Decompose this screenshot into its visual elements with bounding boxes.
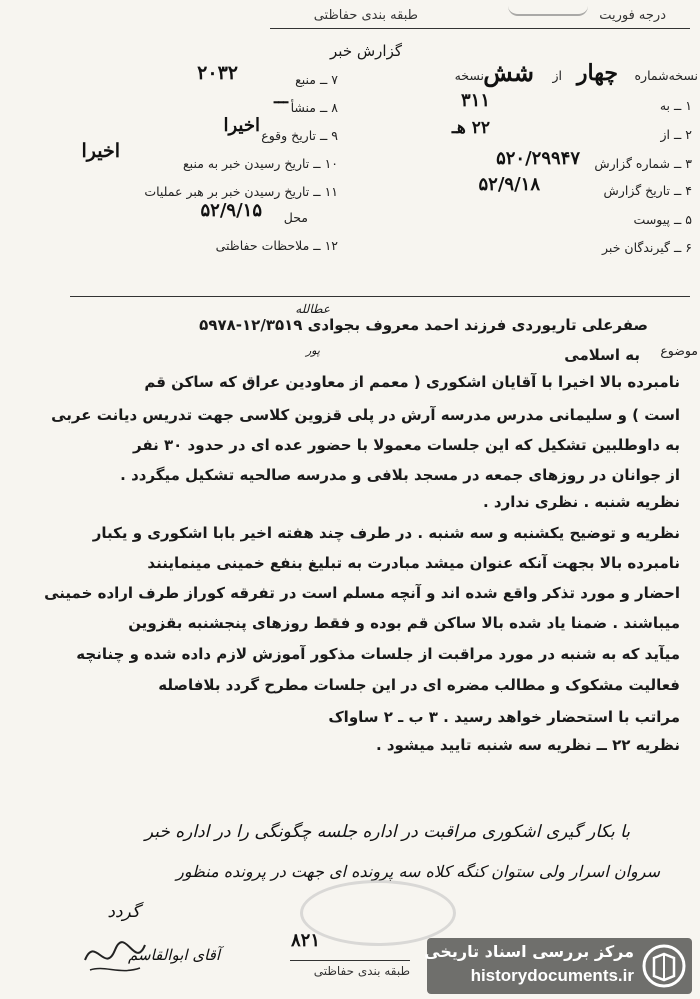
priority-label: درجه فوریت xyxy=(599,8,666,23)
watermark-url: historydocuments.ir xyxy=(470,966,634,985)
footer-classification: طبقه بندی حفاظتی xyxy=(313,964,410,978)
field-to-value: ۳۱۱ xyxy=(460,90,490,111)
subject-label: موضوع xyxy=(660,343,698,358)
body-line: احضار و مورد تذکر واقع شده اند و آنچه مسلم است در تفرقه کوراز طرف اراده خمینی xyxy=(44,584,680,602)
copy-total-written: شش xyxy=(483,58,534,87)
footer-divider xyxy=(290,960,410,961)
subject-line1: صفرعلی تاریوردی فرزند احمد معروف بجوادی ۱۲/۳۵۱۹-۵۹۷۸ xyxy=(199,316,648,334)
signature: آقای ابوالقاسم xyxy=(128,946,220,964)
field-source-value: ۲۰۳۲ xyxy=(197,62,238,84)
priority-stamp xyxy=(508,0,588,16)
field-source-receipt-date-value: اخیرا xyxy=(81,140,120,162)
copy-from-label: از xyxy=(552,68,562,83)
report-title: گزارش خبر xyxy=(330,42,402,60)
top-divider xyxy=(270,28,690,29)
stamp-number: ۸۲۱ xyxy=(290,930,320,951)
handwritten-note: گردد xyxy=(107,902,140,922)
copy-suffix: نسخه xyxy=(454,68,484,83)
field-from-label: ۲ ــ از xyxy=(660,127,692,142)
header-divider xyxy=(70,296,690,297)
field-recipients-label: ۶ ــ گیرندگان خبر xyxy=(602,240,692,255)
subject-insert-below: پور xyxy=(305,344,320,357)
field-attachment-label: ۵ ــ پیوست xyxy=(633,212,692,227)
body-line: مراتب با استحضار خواهد رسید . ۳ ب ـ ۲ ساواک xyxy=(328,708,680,726)
body-line: میآید که به شنبه در مورد مراقبت از جلسات مذکور آموزش لازم داده شده و چنانچه xyxy=(76,645,680,663)
field-report-date-value: ۵۲/۹/۱۸ xyxy=(478,174,540,195)
body-line: نامبرده بالا اخیرا با آقایان اشکوری ( معمم از معاودین عراق که ساکن قم xyxy=(144,373,680,391)
field-place-label: محل xyxy=(283,210,308,225)
copy-number-written: چهار xyxy=(576,60,618,86)
handwritten-note: سروان اسرار ولی ستوان کنگه کلاه سه پرونده ای جهت در پرونده منظور xyxy=(176,862,660,881)
field-report-number-label: ۳ ــ شماره گزارش xyxy=(594,156,692,171)
signature-scribble-icon xyxy=(80,930,150,980)
field-origin-value: ـــ xyxy=(273,88,288,107)
body-line: نظریه و توضیح یکشنبه و سه شنبه . در طرف چند هفته اخیر بابا اشکوری و یکبار xyxy=(92,524,680,542)
copy-number-label: نسخه‌شماره xyxy=(634,68,698,83)
field-occurrence-date-value: اخیرا xyxy=(223,115,260,136)
field-ops-receipt-date-label: ۱۱ ــ تاریخ رسیدن خبر بر هبر عملیات xyxy=(144,184,338,199)
handwritten-note: با بکار گیری اشکوری مراقبت در اداره جلسه چگونگی را در اداره خبر xyxy=(144,822,630,842)
field-origin-label: ۸ ــ منشأ xyxy=(290,100,338,115)
body-line: نامبرده بالا بجهت آنکه عنوان میشد مبادرت به تبلیغ بنفع خمینی مینماینند xyxy=(147,554,680,572)
body-line: است ) و سلیمانی مدرس مدرسه آرش در پلی قزوین کلاسی جهت تدریس دیانت عربی xyxy=(51,406,680,424)
body-line: نظریه شنبه . نظری ندارد . xyxy=(483,493,680,511)
body-line: از جوانان در روزهای جمعه در مسجد بلافی و مدرسه صالحیه تشکیل میگردد . xyxy=(120,466,680,484)
subject-insert-above: عطالله xyxy=(295,302,330,316)
top-classification: طبقه بندی حفاظتی xyxy=(313,8,418,23)
field-report-date-label: ۴ ــ تاریخ گزارش xyxy=(603,183,692,198)
body-line: فعالیت مشکوک و مطالب مضره ای در این جلسات مطرح گردد بلافاصله xyxy=(158,676,680,694)
faded-stamp xyxy=(300,880,456,946)
field-occurrence-date-label: ۹ ــ تاریخ وقوع xyxy=(261,128,338,143)
field-from-value: ۲۲ هـ xyxy=(451,118,490,138)
archive-logo-icon xyxy=(642,944,686,988)
field-place-value: ۵۲/۹/۱۵ xyxy=(200,200,262,221)
watermark-title: مرکز بررسی اسناد تاریخی xyxy=(424,942,634,961)
subject-line2: به اسلامی xyxy=(564,346,640,364)
field-source-label: ۷ ــ منبع xyxy=(295,72,338,87)
body-line: نظریه ۲۲ ــ نظریه سه شنبه تایید میشود . xyxy=(375,736,680,754)
body-line: به داوطلبین تشکیل که این جلسات معمولا با حضور عده ای در حدود ۳۰ نفر xyxy=(133,436,680,454)
body-line: میباشند . ضمنا یاد شده بالا ساکن قم بوده و فقط روزهای پنجشنبه بقزوین xyxy=(128,614,680,632)
field-report-number-value: ۵۲۰/۲۹۹۴۷ xyxy=(496,148,580,169)
field-security-notes-label: ۱۲ ــ ملاحظات حفاظتی xyxy=(215,238,338,253)
field-to-label: ۱ ــ به xyxy=(659,98,692,113)
field-source-receipt-date-label: ۱۰ ــ تاریخ رسیدن خبر به منبع xyxy=(183,156,338,171)
